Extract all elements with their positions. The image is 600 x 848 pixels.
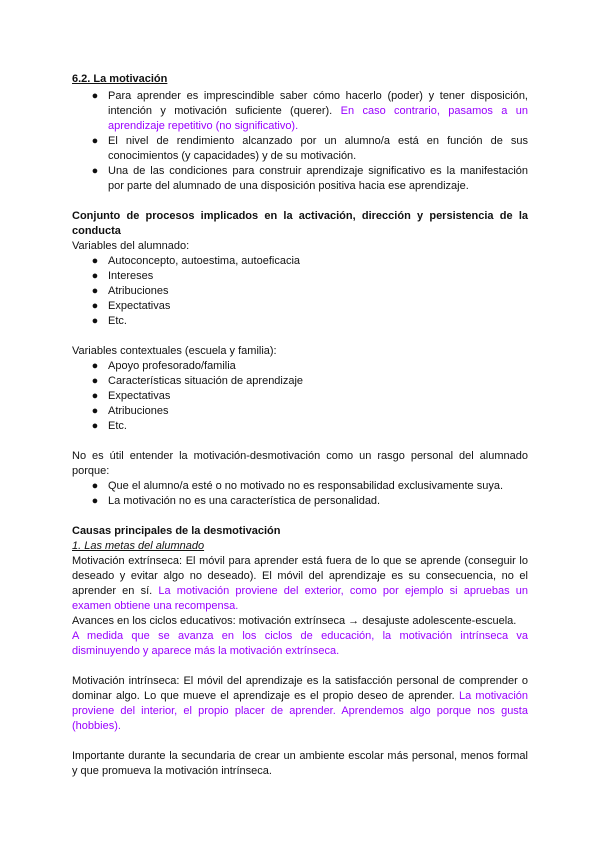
context-vars-list (72, 359, 528, 434)
list-item-text: Atribuciones (108, 285, 169, 297)
list-item-text: Apoyo profesorado/familia (108, 360, 236, 372)
list-item (72, 134, 528, 164)
list-item-text: La motivación no es una característica de personalidad. (108, 495, 381, 507)
list-item (72, 404, 528, 419)
not-useful-list (72, 479, 528, 509)
processes-title: Conjunto de procesos implicados en la activación, dirección y persistencia de la conducta (72, 210, 528, 237)
advances-highlight: A medida que se avanza en los ciclos de educación, la motivación intrínseca va disminuyendo y aparece más la motivación extrínseca. (72, 630, 528, 657)
list-item-text: Para aprender es imprescindible saber cómo hacerlo (poder) y tener disposición, intención y motivación suficiente (querer). (108, 90, 528, 117)
document-content (72, 72, 528, 779)
bullet-icon: ● (91, 375, 99, 387)
list-item-text: El nivel de rendimiento alcanzado por un alumno/a está en función de sus conocimientos (y capacidades) y de su motivación. (108, 135, 528, 162)
extrinsic-paragraph (72, 554, 528, 614)
spacer (72, 734, 528, 749)
goals-subtitle: 1. Las metas del alumnado (72, 540, 205, 552)
intrinsic-text: Motivación intrínseca: El móvil del aprendizaje es la satisfacción personal de comprender o dominar algo. Lo que mueve el aprendizaje es el propio deseo de aprender. (72, 675, 528, 702)
list-item-text: Intereses (108, 270, 154, 282)
list-item (72, 419, 528, 434)
list-item-text: Etc. (108, 315, 127, 327)
list-item-text: Expectativas (108, 390, 171, 402)
intrinsic-paragraph (72, 674, 528, 734)
bullet-icon: ● (91, 300, 99, 312)
list-item (72, 494, 528, 509)
not-useful-paragraph: No es útil entender la motivación-desmotivación como un rasgo personal del alumnado porque: (72, 450, 528, 477)
student-vars-list (72, 254, 528, 329)
intro-bullet-list (72, 89, 528, 194)
important-paragraph: Importante durante la secundaria de crear un ambiente escolar más personal, menos formal y que promueva la motivación intrínseca. (72, 750, 528, 777)
list-item (72, 269, 528, 284)
spacer (72, 329, 528, 344)
bullet-icon: ● (91, 480, 99, 492)
extrinsic-highlight: La motivación proviene del exterior, como por ejemplo si apruebas un examen obtiene una recompensa. (72, 585, 528, 612)
list-item-text: Autoconcepto, autoestima, autoeficacia (108, 255, 301, 267)
bullet-icon: ● (91, 90, 99, 102)
bullet-icon: ● (91, 390, 99, 402)
bullet-icon: ● (91, 495, 99, 507)
bullet-icon: ● (91, 270, 99, 282)
bullet-icon: ● (91, 420, 99, 432)
spacer (72, 659, 528, 674)
context-vars-label: Variables contextuales (escuela y familia): (72, 345, 277, 357)
bullet-icon: ● (91, 285, 99, 297)
list-item-text: Una de las condiciones para construir aprendizaje significativo es la manifestación por parte del alumnado de una disposición positiva hacia ese aprendizaje. (108, 165, 528, 192)
extrinsic-text: Motivación extrínseca: El móvil para aprender está fuera de lo que se aprende (conseguir lo deseado y evitar algo no deseado). El móvil del aprendizaje es su consecuencia, no el aprender en sí. (72, 555, 528, 597)
advances-paragraph: Avances en los ciclos educativos: motivación extrínseca → desajuste adolescente-escuela. (72, 615, 517, 627)
bullet-icon: ● (91, 135, 99, 147)
list-item-highlight: En caso contrario, pasamos a un aprendizaje repetitivo (no significativo). (108, 105, 529, 132)
list-item (72, 479, 528, 494)
list-item-text: Características situación de aprendizaje (108, 375, 304, 387)
list-item-text: Expectativas (108, 300, 171, 312)
spacer (72, 509, 528, 524)
intrinsic-highlight: La motivación proviene del interior, el propio placer de aprender. Aprendemos algo porque nos gusta (hobbies). (72, 690, 529, 732)
spacer (72, 194, 528, 209)
section-title: 6.2. La motivación (72, 73, 168, 85)
spacer (72, 434, 528, 449)
list-item (72, 254, 528, 269)
causes-title: Causas principales de la desmotivación (72, 525, 281, 537)
list-item (72, 164, 528, 194)
bullet-icon: ● (91, 165, 99, 177)
student-vars-label: Variables del alumnado: (72, 240, 190, 252)
list-item (72, 89, 528, 134)
list-item (72, 374, 528, 389)
list-item (72, 314, 528, 329)
list-item (72, 389, 528, 404)
list-item (72, 359, 528, 374)
bullet-icon: ● (91, 360, 99, 372)
bullet-icon: ● (91, 255, 99, 267)
bullet-icon: ● (91, 405, 99, 417)
bullet-icon: ● (91, 315, 99, 327)
list-item-text: Atribuciones (108, 405, 169, 417)
list-item (72, 299, 528, 314)
list-item-text: Etc. (108, 420, 127, 432)
list-item-text: Que el alumno/a esté o no motivado no es responsabilidad exclusivamente suya. (108, 480, 504, 492)
list-item (72, 284, 528, 299)
